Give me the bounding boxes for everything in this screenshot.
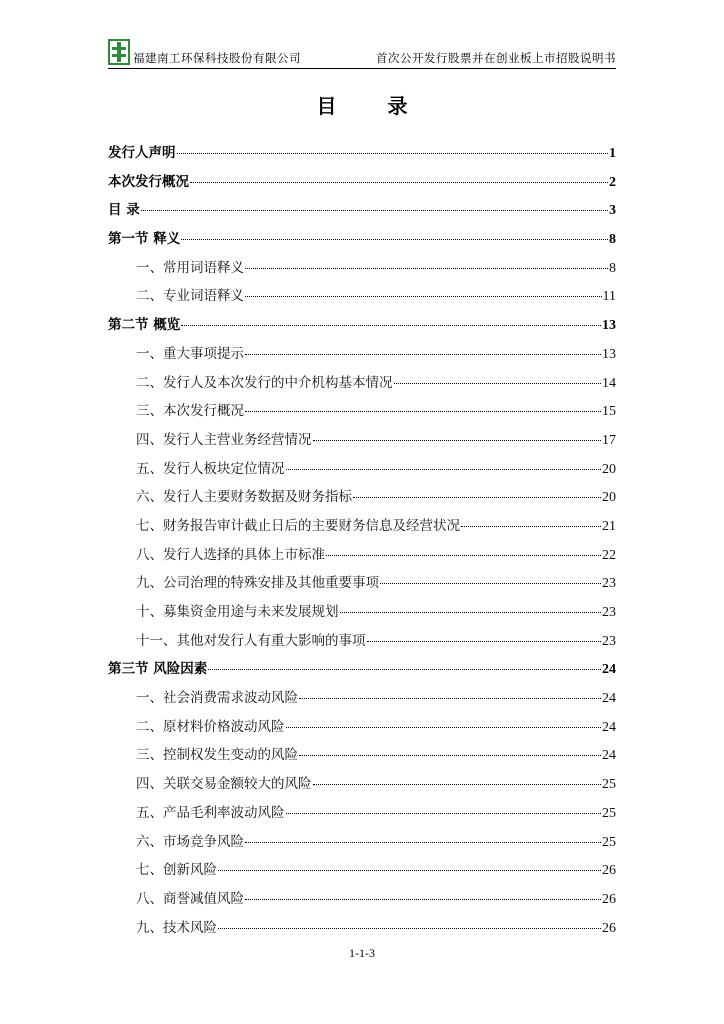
toc-entry-page: 24 xyxy=(602,691,616,707)
toc-leader-dots xyxy=(190,182,608,183)
toc-entry-label: 五、发行人板块定位情况 xyxy=(136,460,285,477)
toc-leader-dots xyxy=(299,698,601,699)
toc-entry[interactable] xyxy=(108,225,616,254)
toc-entry[interactable] xyxy=(108,369,616,398)
toc-entry-page: 11 xyxy=(602,289,616,305)
toc-leader-dots xyxy=(245,411,601,412)
toc-entry[interactable] xyxy=(108,168,616,197)
toc-leader-dots xyxy=(218,870,601,871)
toc-entry-page: 21 xyxy=(602,518,616,534)
toc-leader-dots xyxy=(141,210,608,211)
toc-entry-label: 六、发行人主要财务数据及财务指标 xyxy=(136,489,352,506)
toc-leader-dots xyxy=(367,641,602,642)
toc-entry[interactable] xyxy=(108,655,616,684)
toc-entry[interactable] xyxy=(108,713,616,742)
toc-leader-dots xyxy=(208,669,601,670)
toc-entry-label: 五、产品毛利率波动风险 xyxy=(136,804,285,821)
toc-entry-label: 二、发行人及本次发行的中介机构基本情况 xyxy=(136,374,393,391)
toc-entry-page: 23 xyxy=(602,605,616,620)
toc-leader-dots xyxy=(181,325,601,326)
toc-entry-page: 15 xyxy=(602,404,616,420)
toc-leader-dots xyxy=(286,727,602,728)
toc-entry[interactable] xyxy=(108,598,616,627)
toc-entry[interactable] xyxy=(108,741,616,770)
toc-entry-label: 一、社会消费需求波动风险 xyxy=(136,690,298,707)
toc-entry-page: 8 xyxy=(609,232,616,248)
toc-entry-label: 三、控制权发生变动的风险 xyxy=(136,747,298,764)
toc-entry-label: 七、财务报告审计截止日后的主要财务信息及经营状况 xyxy=(136,517,460,534)
toc-entry[interactable] xyxy=(108,914,616,943)
toc-entry-label: 四、关联交易金额较大的风险 xyxy=(136,776,312,793)
toc-entry-label: 四、发行人主营业务经营情况 xyxy=(136,431,312,448)
toc-leader-dots xyxy=(245,268,608,269)
toc-leader-dots xyxy=(286,813,602,814)
toc-entry-label: 发行人声明 xyxy=(108,145,176,161)
toc-leader-dots xyxy=(245,899,601,900)
toc-entry-label: 二、专业词语释义 xyxy=(136,288,244,305)
toc-entry[interactable] xyxy=(108,770,616,799)
toc-entry[interactable] xyxy=(108,282,616,311)
toc-entry[interactable] xyxy=(108,483,616,512)
toc-entry-page: 23 xyxy=(602,576,616,592)
toc-entry-page: 25 xyxy=(602,777,616,793)
toc-leader-dots xyxy=(313,784,602,785)
toc-entry[interactable] xyxy=(108,426,616,455)
toc-entry-label: 八、发行人选择的具体上市标准 xyxy=(136,546,325,563)
toc-entry[interactable] xyxy=(108,541,616,570)
toc-entry[interactable] xyxy=(108,885,616,914)
toc-leader-dots xyxy=(353,497,601,498)
toc-entry-page: 13 xyxy=(602,346,616,362)
toc-entry-page: 1 xyxy=(609,146,616,161)
toc-entry-page: 13 xyxy=(602,318,616,334)
toc-leader-dots xyxy=(181,239,608,240)
toc-leader-dots xyxy=(461,526,601,527)
toc-entry-page: 2 xyxy=(609,174,616,190)
toc-entry[interactable] xyxy=(108,139,616,168)
toc-entry-label: 二、原材料价格波动风险 xyxy=(136,718,285,735)
toc-entry[interactable] xyxy=(108,512,616,541)
toc-entry-label: 六、市场竞争风险 xyxy=(136,833,244,850)
toc-entry[interactable] xyxy=(108,799,616,828)
page-title: 目 录 xyxy=(316,94,430,118)
toc-entry[interactable] xyxy=(108,828,616,857)
toc-entry[interactable] xyxy=(108,684,616,713)
page-number: 1-1-3 xyxy=(349,946,375,960)
toc-entry-page: 25 xyxy=(602,834,616,850)
company-logo-icon xyxy=(108,39,130,65)
toc-entry-label: 十一、其他对发行人有重大影响的事项 xyxy=(136,632,366,649)
toc-entry-label: 八、商誉减值风险 xyxy=(136,890,244,907)
toc-leader-dots xyxy=(245,842,601,843)
toc-entry-label: 一、重大事项提示 xyxy=(136,345,244,362)
toc-leader-dots xyxy=(286,469,602,470)
toc-entry-label: 一、常用词语释义 xyxy=(136,259,244,276)
header-divider xyxy=(108,68,616,69)
toc-leader-dots xyxy=(177,153,609,154)
toc-entry[interactable] xyxy=(108,196,616,225)
toc-entry-label: 第二节 概览 xyxy=(108,317,181,334)
toc-leader-dots xyxy=(299,755,601,756)
toc-entry-label: 本次发行概况 xyxy=(108,173,189,190)
toc-entry-label: 三、本次发行概况 xyxy=(136,403,244,420)
toc-entry[interactable] xyxy=(108,627,616,656)
toc-entry-page: 8 xyxy=(609,260,616,276)
toc-leader-dots xyxy=(394,383,602,384)
toc-entry-label: 七、创新风险 xyxy=(136,862,217,879)
toc-entry-label: 九、公司治理的特殊安排及其他重要事项 xyxy=(136,575,379,592)
company-name: 福建南工环保科技股份有限公司 xyxy=(133,51,301,65)
toc-entry-page: 26 xyxy=(602,891,616,907)
toc-entry-label: 第一节 释义 xyxy=(108,231,181,248)
toc-leader-dots xyxy=(245,354,601,355)
toc-entry-label: 十、募集资金用途与未来发展规划 xyxy=(136,604,339,620)
toc-entry-page: 22 xyxy=(602,547,616,563)
toc-entry-page: 3 xyxy=(609,203,616,219)
toc-entry-label: 九、技术风险 xyxy=(136,919,217,936)
toc-entry-page: 17 xyxy=(602,432,616,448)
toc-entry-page: 24 xyxy=(602,748,616,764)
toc-entry-page: 20 xyxy=(602,490,616,506)
toc-leader-dots xyxy=(245,296,602,297)
toc-entry[interactable] xyxy=(108,254,616,283)
toc-leader-dots xyxy=(340,612,602,613)
toc-entry-page: 26 xyxy=(602,863,616,879)
toc-entry[interactable] xyxy=(108,455,616,484)
toc-entry-page: 23 xyxy=(602,633,616,649)
toc-entry-page: 26 xyxy=(602,920,616,936)
page-header xyxy=(108,38,616,68)
document-title: 首次公开发行股票并在创业板上市招股说明书 xyxy=(376,51,616,65)
toc-leader-dots xyxy=(313,440,602,441)
toc-entry-page: 24 xyxy=(602,719,616,735)
toc-leader-dots xyxy=(218,928,601,929)
toc-leader-dots xyxy=(380,583,601,584)
toc-entry-page: 14 xyxy=(602,375,616,391)
toc-leader-dots xyxy=(326,555,601,556)
toc-entry-label: 目 录 xyxy=(108,202,140,219)
toc-entry[interactable] xyxy=(108,340,616,369)
toc-entry-page: 20 xyxy=(602,461,616,477)
toc-entry[interactable] xyxy=(108,311,616,340)
toc-entry[interactable] xyxy=(108,569,616,598)
toc-entry-label: 第三节 风险因素 xyxy=(108,661,208,678)
toc-entry-page: 25 xyxy=(602,805,616,821)
toc-entry[interactable] xyxy=(108,856,616,885)
table-of-contents xyxy=(108,139,616,942)
toc-entry-page: 24 xyxy=(602,662,616,678)
toc-entry[interactable] xyxy=(108,397,616,426)
